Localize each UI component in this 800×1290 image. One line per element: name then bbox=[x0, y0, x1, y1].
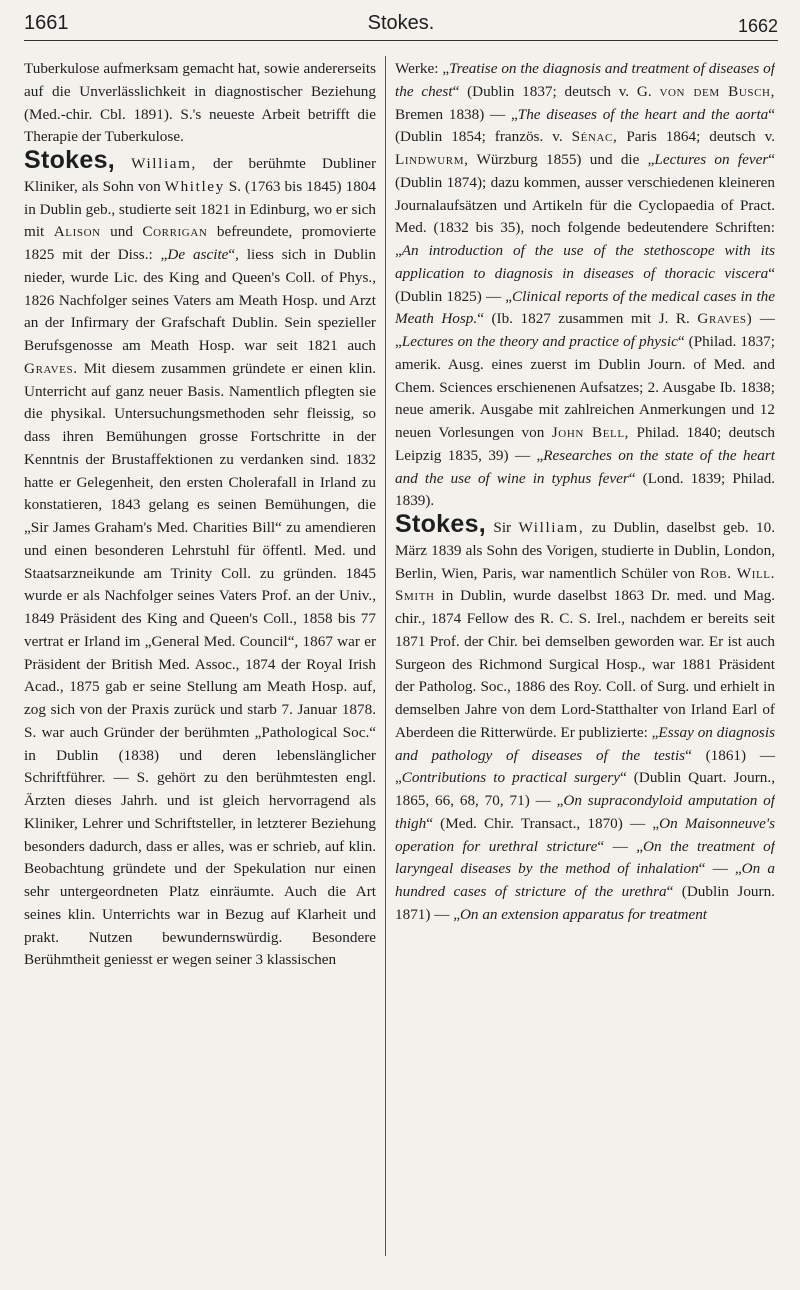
page-number-right: 1662 bbox=[737, 16, 778, 36]
dissertation-title: De ascite bbox=[167, 246, 229, 263]
entry-text: in Dublin, wurde daselbst 1863 Dr. med. und Mag. chir., 1874 Fellow des R. C. S. Irel., nachdem er bereits seit 1871 Prof. der Chir. bei demselben geworden war. Er ist auch Surgeon des Richmond Surgical Hosp., war 1881 Präsident der Patholog. Soc., 1886 des Roy. Coll. of Surg. und erhielt in demselben Jahre von dem Lord-Statthalter von Irland Earl of Aberdeen die Ritterwürde. Er publizierte: „ bbox=[395, 587, 775, 741]
running-title: Stokes. bbox=[367, 12, 435, 34]
entry-text: zu Dublin, daselbst geb. 10. März 1839 als Sohn des Vorigen, studierte in Dublin, London, Berlin, Wien, Paris, war namentlich Schüler von bbox=[395, 519, 775, 582]
entry-text: der berühmte Dubliner Kliniker, als Sohn von bbox=[24, 155, 376, 195]
page-number-left: 1661 bbox=[24, 12, 69, 34]
entry-text: “ (Med. Chir. Transact., 1870) — „ bbox=[426, 814, 660, 832]
entry-text: Werke: „ bbox=[395, 60, 450, 77]
entry-text: “ (1861) — „ bbox=[395, 746, 775, 787]
entry-surname: Stokes, bbox=[24, 146, 116, 174]
publication-title: Contributions to practical surgery bbox=[401, 769, 620, 787]
person-name: von dem Busch, bbox=[659, 82, 775, 100]
work-title: Researches on the state of the heart and the use of wine in typhus fever bbox=[395, 446, 775, 487]
work-title: Treatise on the diagnosis and treatment of diseases of the chest bbox=[395, 60, 775, 100]
entry-text: “ (Dublin Journ. 1871) — „ bbox=[395, 883, 775, 923]
entry-text: “ (Dublin 1874); dazu kommen, ausser verschiedenen kleineren Journalaufsätzen und Artikeln für die Cyclopaedia of Pract. Med. (1832 bis 35), noch folgende bedeutendere Schriften: „ bbox=[395, 151, 775, 259]
entry-text: Würzburg 1855) und die „ bbox=[476, 151, 655, 168]
entry-william-stokes-1804 bbox=[24, 146, 376, 972]
entry-text: S. (1763 bis 1845) 1804 in Dublin geb., studierte seit 1821 in Edinburg, wo er sich mit bbox=[24, 177, 376, 241]
work-title: Lectures on the theory and practice of physic bbox=[401, 333, 678, 350]
works-paragraph bbox=[395, 58, 775, 513]
person-name: John Bell, bbox=[551, 424, 630, 441]
entry-text: Mit diesem zusammen gründete er einen klin. Unterricht auf ganz neuer Basis. Namentlich pflegten sie die physikal. Untersuchungsmethoden sehr fleissig, so dass ihren Bemühungen grosse Fortschritte in der Kenntnis der Brustaffektionen zu verdanken sind. 1832 hatte er Gelegenheit, den ersten Cholerafall in Irland zu konstatieren, 1843 gelang es seinen Bemühungen, die „Sir James Graham's Med. Charities Bill“ zu amendieren und einen besonderen Lehrstuhl für öffentl. Med. und Staatsarzneikunde am Trinity Coll. zu gründen. 1845 wurde er als Nachfolger seines Vaters Prof. an der Univ., 1849 Präsident des King and Queen's Coll., 1858 bis 77 vertrat er Irland im „General Med. Council“, 1867 war er Präsident der British Med. Assoc., 1874 der Royal Irish Acad., 1875 gab er seine Stellung am Meath Hosp. auf, zog sich von der Praxis zurück und starb 7. Januar 1878. S. war auch Gründer der berühmten „Pathological Soc.“ in Dublin (1838) und deren lebenslänglicher Schriftführer. — S. gehört zu den berühmtesten engl. Ärzten dieses Jahrh. und ist gleich hervorragend als Kliniker, Lehrer und Schriftsteller, in letzterer Beziehung besonders dadurch, dass er alles, was er schrieb, auf klin. Beobachtung gründete und der Spekulation nur einen sehr untergeordneten Platz einräumte. Auch die Art seines klin. Unterrichts war in Bezug auf Klarheit und prakt. Nutzen bewundernswürdig. Besondere Berühmtheit geniesst er wegen seiner 3 klassischen bbox=[24, 359, 376, 969]
entry-text: befreundete, promovierte 1825 mit der Diss.: „ bbox=[24, 223, 376, 263]
person-name: Lindwurm, bbox=[395, 151, 469, 168]
entry-text: “ — „ bbox=[597, 837, 643, 855]
entry-text: “ (Dublin 1854; französ. v. bbox=[395, 105, 775, 146]
entry-text: Bremen 1838) — „ bbox=[395, 105, 518, 123]
work-title: The diseases of the heart and the aorta bbox=[517, 105, 769, 123]
entry-text: Sir bbox=[493, 519, 512, 536]
entry-text: “ (Lond. 1839; Philad. 1839). bbox=[395, 469, 775, 510]
entry-text: “ (Dublin 1837; deutsch v. G. bbox=[452, 82, 652, 100]
work-title: Clinical reports of the medical cases in the Meath Hosp. bbox=[395, 287, 775, 328]
publication-title: On supracondyloid amputation of thigh bbox=[395, 792, 775, 832]
entry-given-name: William, bbox=[131, 155, 197, 172]
entry-text: “ (Dublin 1825) — „ bbox=[395, 264, 775, 305]
entry-text: “ (Dublin Quart. Journ., 1865, 66, 68, 70, 71) — „ bbox=[395, 769, 775, 809]
work-title: Lectures on fever bbox=[654, 151, 769, 168]
continuation-paragraph: Tuberkulose aufmerksam gemacht hat, sowie andererseits auf die Unverlässlichkeit in diagnostischer Beziehung (Med.-chir. Cbl. 1891). S.'s neueste Arbeit betrifft die Therapie der Tuberkulose. bbox=[24, 60, 376, 146]
publication-title: On an extension apparatus for treatment bbox=[459, 905, 708, 923]
entry-text: — „ bbox=[395, 310, 775, 350]
publication-title: On a hundred cases of stricture of the urethra bbox=[395, 860, 775, 900]
entry-text: “ (Ib. 1827 zusammen mit J. R. bbox=[477, 310, 690, 328]
entry-text: und bbox=[110, 223, 133, 241]
page-header bbox=[24, 10, 778, 41]
publication-title: On the treatment of laryngeal diseases by the method of inhalation bbox=[395, 837, 775, 878]
work-title: An introduction of the use of the stethoscope with its application to diagnosis in diseases of thoracic viscera bbox=[395, 242, 775, 282]
right-column bbox=[395, 58, 775, 1280]
left-column bbox=[24, 58, 376, 1280]
entry-text: “, liess sich in Dublin nieder, wurde Lic. des King and Queen's Coll. of Phys., 1826 Nachfolger seines Vaters am Meath Hosp. und Arzt an der Infirmary der Grafschaft Dublin. Sein spezieller Berufsgenosse am Meath Hosp. war seit 1821 auch bbox=[24, 246, 376, 354]
publication-title: On Maisonneuve's operation for urethral stricture bbox=[395, 814, 775, 855]
person-name: Corrigan bbox=[142, 223, 208, 241]
entry-given-name: William, bbox=[518, 519, 585, 536]
person-name: Rob. Will. Smith bbox=[395, 564, 775, 605]
column-divider bbox=[385, 56, 386, 1256]
entry-text: “ — „ bbox=[698, 860, 742, 878]
entry-william-stokes-1839 bbox=[395, 510, 775, 927]
entry-surname: Stokes, bbox=[395, 510, 487, 538]
entry-text: “ (Philad. 1837; amerik. Ausg. eines zuerst im Dublin Journ. of Med. and Chem. Sciences erschienenen Aufsatzes; 2. Ausgabe Ib. 1838; neue amerik. Ausgabe mit zahlreichen Anmerkungen und 12 neuen Vorlesungen von bbox=[395, 333, 775, 441]
person-name: Sénac, bbox=[571, 128, 618, 146]
person-name: Graves. bbox=[24, 359, 78, 377]
publication-title: Essay on diagnosis and pathology of diseases of the testis bbox=[395, 723, 775, 764]
entry-text: Philad. 1840; deutsch Leipzig 1835, 39) — „ bbox=[395, 424, 775, 464]
entry-text: Paris 1864; deutsch v. bbox=[626, 128, 775, 146]
person-name: Graves) bbox=[697, 310, 753, 328]
person-name: Alison bbox=[53, 223, 101, 241]
father-name: Whitley bbox=[164, 177, 225, 195]
